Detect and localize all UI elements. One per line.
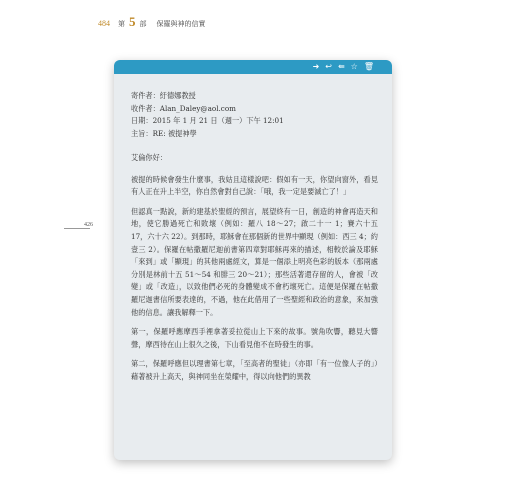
subject-value: RE: 被提神學 [152, 128, 197, 138]
date-label: 日期： [131, 116, 153, 125]
from-label: 寄件者： [131, 91, 160, 100]
date-value: 2015 年 1 月 21 日（週一）下午 12:01 [152, 116, 284, 125]
margin-rule [64, 228, 90, 229]
from-value: 紆德娜教授 [159, 91, 196, 100]
email-toolbar [114, 60, 392, 74]
chapter-number: 5 [129, 14, 136, 29]
email-greeting: 艾倫你好： [131, 153, 167, 162]
delete-icon[interactable]: 🗑 [363, 62, 374, 71]
subject-label: 主旨： [131, 128, 153, 138]
chapter-suffix: 部 [139, 20, 147, 28]
page-header [98, 14, 206, 30]
email-paragraph: 但認真一點說，新約建基於聖經的預言，展望終有一日，創造的神會再造天和地，使它勝過死亡和敗壞（例如：羅八 18～27；啟二十一 1；賽六十五 17，六十六 22）。到那時，耶穌會在那個新的世界中顯現（例如：西三 4；約壹三 2）。保羅在帖撒羅尼迦前書第四章對耶穌再來的描述，相較於論及耶穌「來到」或「顯現」的其他兩處經文，算是一個添上明亮色彩的版本（那兩處分別是林前十五 51～54 和腓三 20～21）；那些活著還存留的人，會被「改變」或「改造」，以致他們必死的身體變成不會朽壞死亡。這便是保羅在帖撒羅尼迦書信所要表達的，不過，他在此借用了一些聖經和政治的意象，來加強他的信息。讓我解釋一下。 [131, 206, 378, 317]
reply-icon[interactable]: ↩ [325, 62, 332, 71]
star-icon[interactable]: ☆ [350, 62, 358, 71]
to-row [131, 103, 392, 116]
running-title: 保羅與神的信實 [156, 20, 206, 28]
reply-all-icon[interactable]: ⇚ [337, 62, 345, 71]
page-number: 484 [98, 19, 110, 28]
to-value: Alan_Daley@aol.com [159, 103, 236, 113]
from-row [131, 90, 392, 103]
chapter-prefix: 第 [118, 20, 125, 28]
margin-page-reference: 426 [84, 222, 93, 228]
email-window [114, 60, 392, 460]
to-label: 收件者： [131, 103, 160, 113]
subject-row [131, 128, 392, 141]
date-row [131, 115, 392, 128]
email-header [114, 74, 392, 140]
forward-icon[interactable]: ➜ [312, 62, 320, 71]
email-paragraph: 第二，保羅呼應但以理書第七章，「至高者的聖徒」（亦即「有一位像人子的」）藉著被升上高天，與神同坐在榮耀中，得以向他們的異教 [131, 359, 378, 381]
email-paragraph: 被提的時候會發生什麼事，我姑且這樣說吧：假如有一天，你望向窗外，看見有人正在升上半空，你自然會對自己說：「哦，我一定是要滅亡了！」 [131, 174, 378, 197]
email-body [114, 140, 392, 384]
email-paragraph: 第一，保羅呼應摩西手裡拿著妥拉從山上下來的故事。號角吹響，聽見大響聲，摩西待在山上很久之後，下山看見他不在時發生的事。 [131, 327, 378, 349]
